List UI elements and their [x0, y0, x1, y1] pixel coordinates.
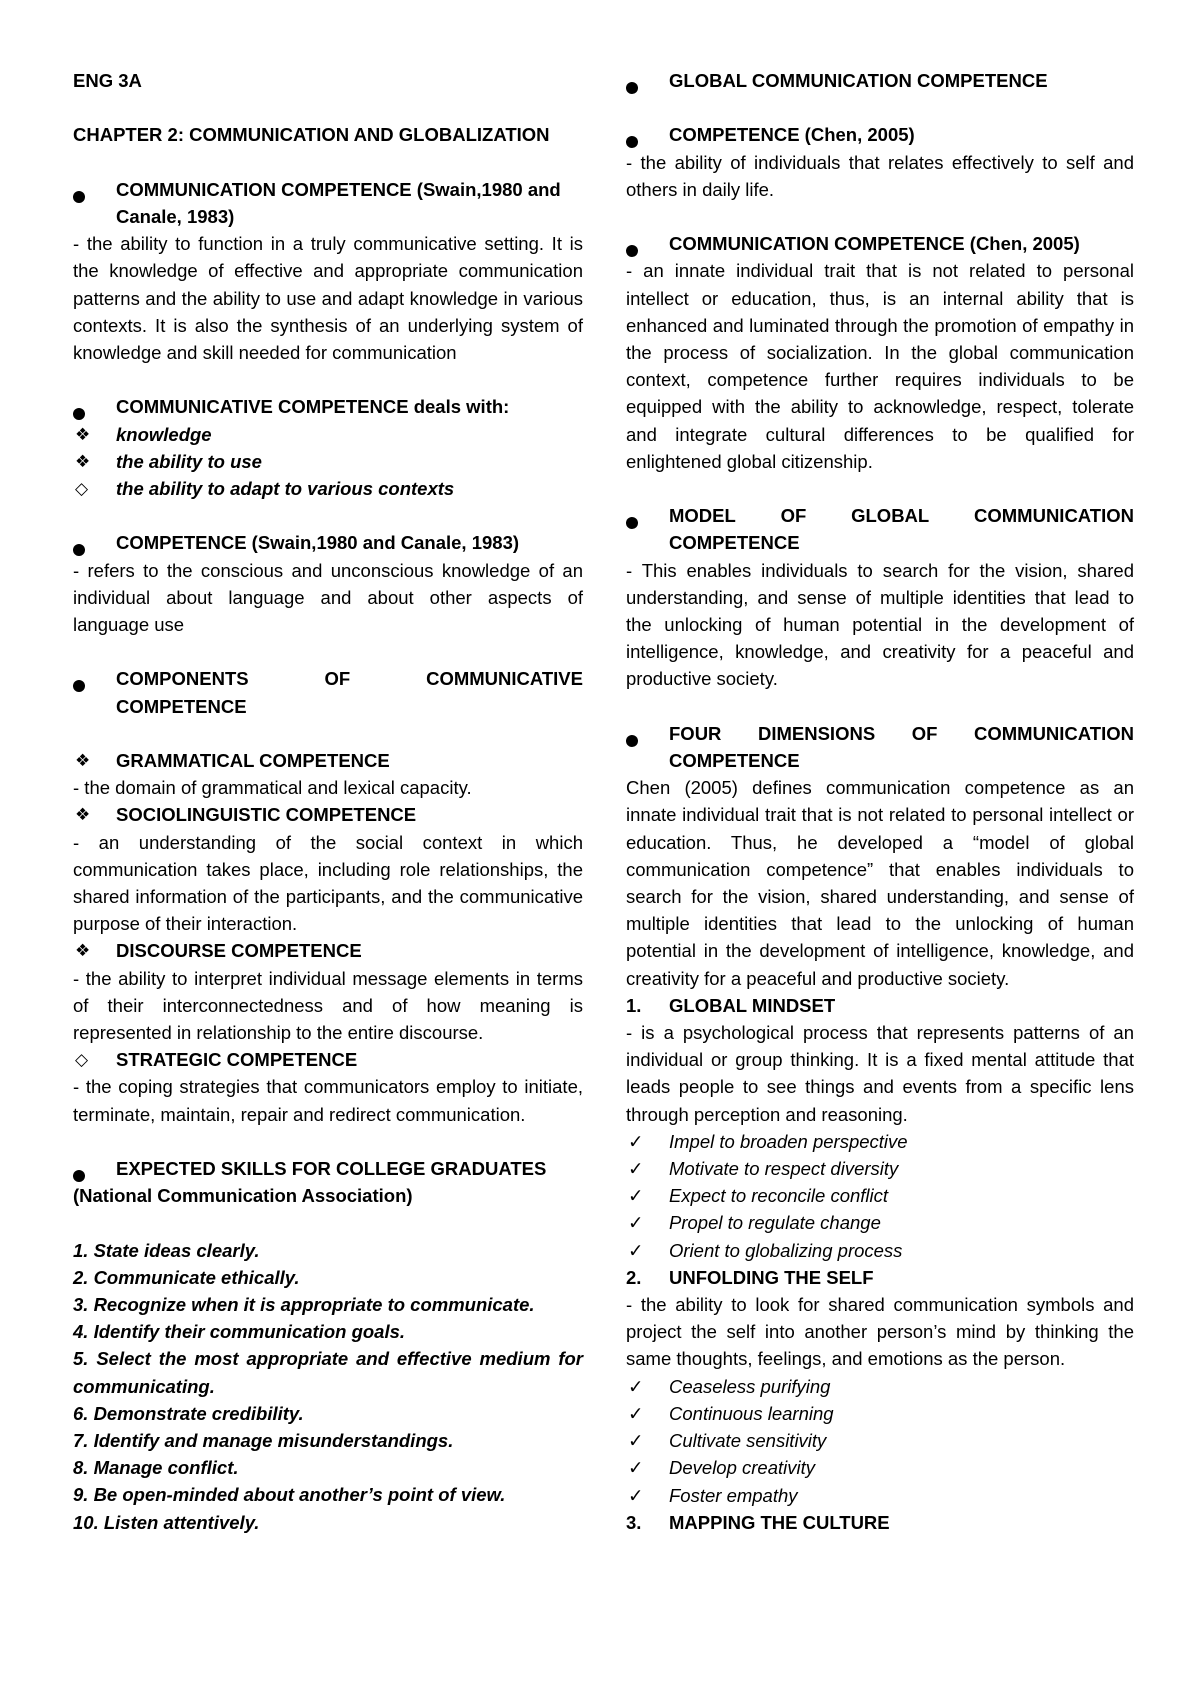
discourse-body: - the ability to interpret individual message elements in terms of their interconnectedness and of how meaning is represented in relationship to the entire discourse.	[73, 967, 583, 1044]
cc-chen-body: - an innate individual trait that is not related to personal intellect or education, thus, is an internal ability that is enhanced and luminated through the promotion of empathy in the process of socialization. In the global communication context, competence further requires individuals to be equipped with the ability to acknowledge, respect, tolerate and integrate cultural differences to be qualified for enlightened global citizenship.	[626, 260, 1134, 472]
skills-source: (National Communication Association)	[73, 1185, 413, 1207]
cc-chen-heading: COMMUNICATION COMPETENCE (Chen, 2005)	[626, 230, 1134, 257]
diamond-icon: ❖	[75, 750, 91, 770]
model-body: - This enables individuals to search for the vision, shared understanding, and sense of multiple identities that lead to the unlocking of human potential in the development of intelligence, knowledge, and creativity for a peaceful and productive society.	[626, 559, 1134, 690]
skill-item: 8. Manage conflict.	[73, 1457, 239, 1479]
sociolinguistic-body: - an understanding of the social context in which communication takes place, including role relationships, the shared information of the participants, and the communicative purpose of their interaction.	[73, 831, 583, 935]
checkmark-icon: ✓	[628, 1239, 644, 1261]
deals-item: ❖ the ability to use	[73, 448, 583, 475]
skill-item: 1. State ideas clearly.	[73, 1239, 260, 1261]
chen-competence-heading: COMPETENCE (Chen, 2005)	[626, 121, 1134, 148]
bullet-dot-icon	[626, 237, 638, 264]
competence-body: - refers to the conscious and unconscious knowledge of an individual about language and about other aspects of language use	[73, 559, 583, 635]
dimension-1-item: ✓ Expect to reconcile conflict	[626, 1182, 1134, 1209]
bullet-dot-icon	[73, 672, 85, 699]
model-heading: MODEL OF GLOBAL COMMUNICATION COMPETENCE	[626, 502, 1134, 556]
competence-heading: COMPETENCE (Swain,1980 and Canale, 1983)	[73, 529, 583, 556]
checkmark-icon: ✓	[628, 1212, 644, 1234]
skill-item: 3. Recognize when it is appropriate to communicate.	[73, 1294, 535, 1316]
skills-heading: EXPECTED SKILLS FOR COLLEGE GRADUATES	[73, 1155, 583, 1182]
bullet-dot-icon	[626, 509, 638, 536]
four-dimensions-body: Chen (2005) defines communication competence as an innate individual trait that is not related to personal intellect or education. Thus, he developed a “model of global communication competence” that enables individuals to search for the vision, shared understanding, and sense of multiple identities that lead to the unlocking of human potential in the development of intelligence, knowledge, and creativity for a peaceful and productive society.	[626, 777, 1134, 989]
checkmark-icon: ✓	[628, 1402, 644, 1424]
bullet-dot-icon	[73, 1162, 85, 1189]
discourse-heading: ❖ DISCOURSE COMPETENCE	[73, 937, 583, 964]
cc-heading	[73, 176, 583, 230]
grammatical-heading: ❖ GRAMMATICAL COMPETENCE	[73, 747, 583, 774]
dimension-1-item: ✓ Motivate to respect diversity	[626, 1155, 1134, 1182]
checkmark-icon: ✓	[628, 1158, 644, 1180]
bullet-dot-icon	[626, 128, 638, 155]
skill-item: 4. Identify their communication goals.	[73, 1321, 406, 1343]
dimension-1-item: ✓ Impel to broaden perspective	[626, 1128, 1134, 1155]
deals-heading: COMMUNICATIVE COMPETENCE deals with:	[73, 393, 583, 420]
checkmark-icon: ✓	[628, 1457, 644, 1479]
checkmark-icon: ✓	[628, 1185, 644, 1207]
chapter-title: CHAPTER 2: COMMUNICATION AND GLOBALIZATION	[73, 124, 550, 146]
dimension-2-item: ✓ Ceaseless purifying	[626, 1373, 1134, 1400]
dimension-1-item: ✓ Orient to globalizing process	[626, 1237, 1134, 1264]
sociolinguistic-heading: ❖ SOCIOLINGUISTIC COMPETENCE	[73, 801, 583, 828]
dimension-1-item: ✓ Propel to regulate change	[626, 1209, 1134, 1236]
skill-item: 7. Identify and manage misunderstandings.	[73, 1430, 454, 1452]
bullet-dot-icon	[73, 536, 85, 563]
course-code: ENG 3A	[73, 70, 142, 91]
dimension-2-item: ✓ Continuous learning	[626, 1400, 1134, 1427]
cc-heading-line2: Canale, 1983)	[116, 205, 235, 227]
skill-item: 2. Communicate ethically.	[73, 1266, 300, 1288]
checkmark-icon: ✓	[628, 1430, 644, 1452]
gcc-heading: GLOBAL COMMUNICATION COMPETENCE	[626, 67, 1134, 94]
checkmark-icon: ✓	[628, 1375, 644, 1397]
strategic-heading: ◇ STRATEGIC COMPETENCE	[73, 1046, 583, 1073]
dimension-2-item: ✓ Develop creativity	[626, 1454, 1134, 1481]
right-column	[626, 67, 1134, 1536]
dimension-1-heading: 1. GLOBAL MINDSET	[626, 994, 836, 1016]
diamond-icon: ❖	[75, 941, 91, 961]
dimension-2-body: - the ability to look for shared communication symbols and project the self into another person’s mind by thinking the same thoughts, feelings, and emotions as the person.	[626, 1294, 1134, 1370]
diamond-icon: ❖	[75, 805, 91, 825]
checkmark-icon: ✓	[628, 1484, 644, 1506]
checkmark-icon: ✓	[628, 1130, 644, 1152]
skill-item: 10. Listen attentively.	[73, 1511, 260, 1533]
four-dimensions-heading: FOUR DIMENSIONS OF COMMUNICATION COMPETENCE	[626, 720, 1134, 774]
skill-item: 5. Select the most appropriate and effective medium for communicating.	[73, 1348, 583, 1397]
diamond-icon: ❖	[75, 451, 91, 471]
chen-competence-body: - the ability of individuals that relates effectively to self and others in daily life.	[626, 151, 1134, 200]
bullet-dot-icon	[73, 183, 85, 210]
left-column	[73, 67, 583, 1536]
diamond-icon: ❖	[75, 424, 91, 444]
deals-item: ◇ the ability to adapt to various contexts	[73, 475, 583, 502]
grammatical-body: - the domain of grammatical and lexical capacity.	[73, 777, 472, 799]
dimension-2-heading: 2. UNFOLDING THE SELF	[626, 1266, 874, 1288]
diamond-outline-icon: ◇	[75, 479, 89, 498]
dimension-3-heading: 3. MAPPING THE CULTURE	[626, 1511, 890, 1533]
cc-heading-line1: COMMUNICATION COMPETENCE (Swain,1980 and	[116, 178, 561, 200]
cc-body: - the ability to function in a truly communicative setting. It is the knowledge of effective and appropriate communication patterns and the ability to use and adapt knowledge in various contexts. It is also the synthesis of an underlying system of knowledge and skill needed for communication	[73, 233, 583, 363]
deals-item: ❖ knowledge	[73, 421, 583, 448]
dimension-2-item: ✓ Cultivate sensitivity	[626, 1427, 1134, 1454]
diamond-outline-icon: ◇	[75, 1050, 89, 1070]
dimension-2-item: ✓ Foster empathy	[626, 1482, 1134, 1509]
skill-item: 9. Be open-minded about another’s point of view.	[73, 1484, 506, 1506]
skill-item: 6. Demonstrate credibility.	[73, 1402, 304, 1424]
components-heading: COMPONENTS OF COMMUNICATIVE COMPETENCE	[73, 665, 583, 719]
bullet-dot-icon	[626, 727, 638, 754]
bullet-dot-icon	[626, 74, 638, 101]
dimension-1-body: - is a psychological process that represents patterns of an individual or group thinking. It is a fixed mental attitude that leads people to see things and events from a specific lens through perception and reasoning.	[626, 1022, 1134, 1125]
strategic-body: - the coping strategies that communicators employ to initiate, terminate, maintain, repair and redirect communication.	[73, 1076, 583, 1125]
